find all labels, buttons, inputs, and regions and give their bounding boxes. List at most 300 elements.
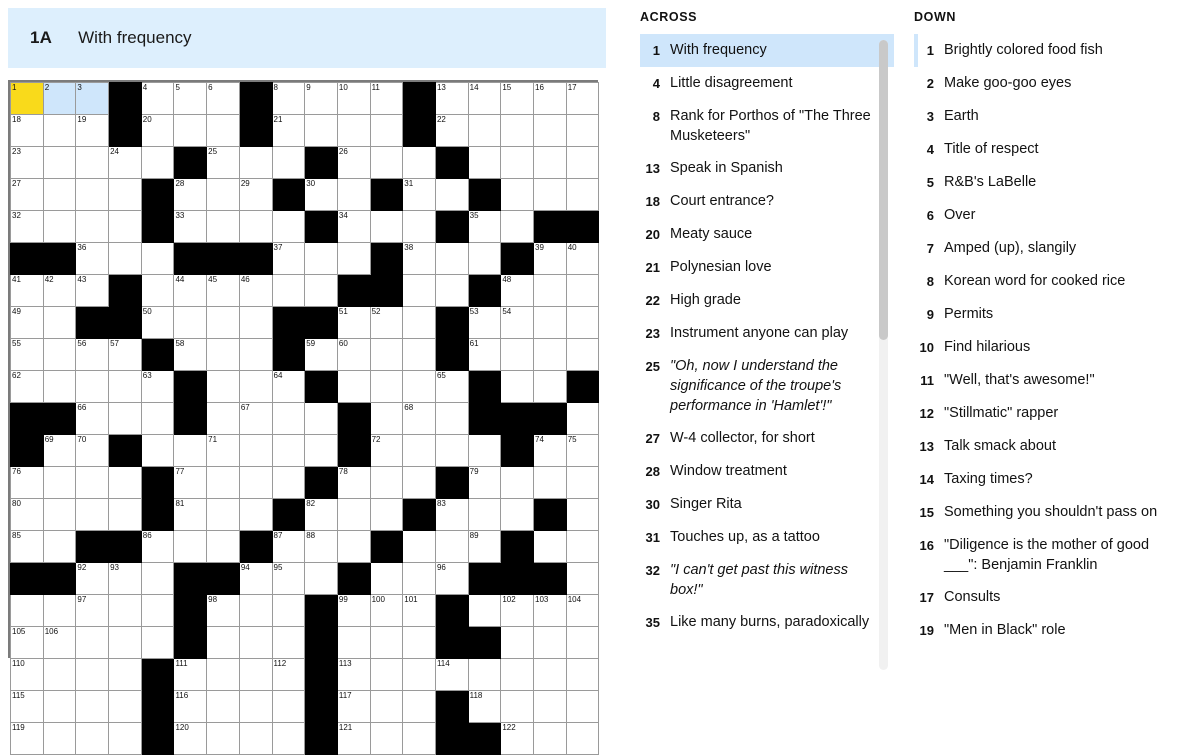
grid-cell[interactable] [501, 211, 534, 243]
grid-cell[interactable] [337, 307, 370, 339]
grid-cell[interactable] [337, 531, 370, 563]
grid-cell[interactable] [109, 595, 142, 627]
grid-cell[interactable] [76, 435, 109, 467]
grid-cell[interactable] [403, 275, 436, 307]
grid-cell[interactable] [501, 659, 534, 691]
grid-cell[interactable] [76, 147, 109, 179]
grid-cell[interactable] [109, 147, 142, 179]
grid-cell[interactable] [174, 531, 207, 563]
grid-cell[interactable] [11, 83, 44, 115]
grid-cell[interactable] [207, 115, 240, 147]
grid-cell[interactable] [76, 723, 109, 755]
grid-cell[interactable] [239, 435, 272, 467]
grid-cell[interactable] [239, 275, 272, 307]
down-clue-17[interactable] [914, 581, 1174, 614]
grid-cell[interactable] [534, 243, 567, 275]
grid-cell[interactable] [534, 467, 567, 499]
grid-cell[interactable] [534, 595, 567, 627]
across-clue-8[interactable] [640, 100, 894, 152]
grid-cell[interactable] [174, 499, 207, 531]
grid-cell[interactable] [174, 83, 207, 115]
grid-cell[interactable] [141, 115, 174, 147]
grid-cell[interactable] [370, 307, 403, 339]
grid-cell[interactable] [207, 403, 240, 435]
grid-cell[interactable] [435, 243, 468, 275]
grid-cell[interactable] [76, 627, 109, 659]
grid-cell[interactable] [76, 275, 109, 307]
down-clue-12[interactable] [914, 397, 1174, 430]
grid-cell[interactable] [174, 723, 207, 755]
grid-cell[interactable] [76, 115, 109, 147]
grid-cell[interactable] [43, 371, 76, 403]
down-clue-10[interactable] [914, 331, 1174, 364]
down-clue-13[interactable] [914, 430, 1174, 463]
grid-cell[interactable] [403, 243, 436, 275]
grid-cell[interactable] [109, 339, 142, 371]
grid-cell[interactable] [239, 499, 272, 531]
grid-cell[interactable] [272, 371, 305, 403]
grid-cell[interactable] [435, 275, 468, 307]
grid-cell[interactable] [305, 275, 338, 307]
grid-cell[interactable] [43, 691, 76, 723]
grid-cell[interactable] [403, 659, 436, 691]
grid-cell[interactable] [109, 627, 142, 659]
grid-cell[interactable] [76, 499, 109, 531]
across-clue-32[interactable] [640, 554, 894, 606]
grid-cell[interactable] [207, 627, 240, 659]
grid-cell[interactable] [468, 595, 501, 627]
grid-cell[interactable] [337, 371, 370, 403]
grid-cell[interactable] [109, 243, 142, 275]
grid-cell[interactable] [76, 339, 109, 371]
grid-cell[interactable] [566, 563, 599, 595]
grid-cell[interactable] [11, 659, 44, 691]
grid-cell[interactable] [534, 179, 567, 211]
grid-cell[interactable] [11, 723, 44, 755]
grid-cell[interactable] [207, 83, 240, 115]
grid-cell[interactable] [534, 531, 567, 563]
grid-cell[interactable] [76, 659, 109, 691]
grid-cell[interactable] [43, 467, 76, 499]
grid-cell[interactable] [337, 595, 370, 627]
grid-cell[interactable] [272, 627, 305, 659]
grid-cell[interactable] [272, 435, 305, 467]
grid-cell[interactable] [109, 659, 142, 691]
grid-cell[interactable] [370, 595, 403, 627]
grid-cell[interactable] [272, 659, 305, 691]
grid-cell[interactable] [468, 115, 501, 147]
grid-cell[interactable] [534, 83, 567, 115]
grid-cell[interactable] [239, 179, 272, 211]
grid-cell[interactable] [11, 339, 44, 371]
grid-cell[interactable] [337, 243, 370, 275]
grid-cell[interactable] [337, 147, 370, 179]
down-clue-list[interactable] [914, 34, 1174, 659]
grid-cell[interactable] [141, 627, 174, 659]
down-clue-14[interactable] [914, 463, 1174, 496]
grid-cell[interactable] [76, 371, 109, 403]
grid-cell[interactable] [370, 723, 403, 755]
grid-cell[interactable] [174, 115, 207, 147]
across-scrollbar[interactable] [879, 40, 888, 670]
down-clue-1[interactable] [914, 34, 1174, 67]
grid-cell[interactable] [11, 531, 44, 563]
grid-cell[interactable] [174, 435, 207, 467]
across-clue-20[interactable] [640, 218, 894, 251]
grid-cell[interactable] [403, 147, 436, 179]
across-clue-23[interactable] [640, 317, 894, 350]
grid-cell[interactable] [534, 371, 567, 403]
grid-cell[interactable] [534, 659, 567, 691]
across-clue-35[interactable] [640, 606, 894, 639]
crossword-grid[interactable] [8, 80, 598, 732]
grid-cell[interactable] [534, 115, 567, 147]
grid-cell[interactable] [109, 467, 142, 499]
grid-cell[interactable] [435, 403, 468, 435]
grid-cell[interactable] [566, 627, 599, 659]
grid-cell[interactable] [435, 531, 468, 563]
grid-cell[interactable] [566, 307, 599, 339]
grid-cell[interactable] [468, 307, 501, 339]
grid-cell[interactable] [207, 659, 240, 691]
grid-cell[interactable] [337, 211, 370, 243]
grid-cell[interactable] [501, 371, 534, 403]
grid-cell[interactable] [109, 211, 142, 243]
down-clue-4[interactable] [914, 133, 1174, 166]
across-clue-31[interactable] [640, 521, 894, 554]
across-clue-25[interactable] [640, 350, 894, 422]
grid-cell[interactable] [43, 435, 76, 467]
grid-cell[interactable] [141, 243, 174, 275]
grid-cell[interactable] [109, 723, 142, 755]
grid-cell[interactable] [468, 499, 501, 531]
grid-cell[interactable] [468, 147, 501, 179]
grid-cell[interactable] [141, 147, 174, 179]
across-clue-27[interactable] [640, 422, 894, 455]
grid-cell[interactable] [501, 339, 534, 371]
grid-cell[interactable] [370, 211, 403, 243]
grid-cell[interactable] [534, 435, 567, 467]
grid-cell[interactable] [207, 147, 240, 179]
grid-cell[interactable] [370, 627, 403, 659]
grid-cell[interactable] [566, 659, 599, 691]
grid-cell[interactable] [435, 371, 468, 403]
grid-cell[interactable] [207, 179, 240, 211]
grid-cell[interactable] [239, 371, 272, 403]
grid-cell[interactable] [468, 211, 501, 243]
grid-cell[interactable] [141, 403, 174, 435]
grid-cell[interactable] [305, 115, 338, 147]
grid-cell[interactable] [207, 339, 240, 371]
grid-cell[interactable] [272, 691, 305, 723]
grid-cell[interactable] [43, 499, 76, 531]
grid-cell[interactable] [305, 403, 338, 435]
grid-cell[interactable] [370, 691, 403, 723]
down-clue-7[interactable] [914, 232, 1174, 265]
grid-cell[interactable] [141, 83, 174, 115]
grid-cell[interactable] [43, 275, 76, 307]
grid-cell[interactable] [76, 595, 109, 627]
grid-cell[interactable] [370, 467, 403, 499]
grid-cell[interactable] [141, 275, 174, 307]
grid-cell[interactable] [403, 307, 436, 339]
grid-cell[interactable] [43, 339, 76, 371]
grid-cell[interactable] [337, 179, 370, 211]
grid-cell[interactable] [207, 595, 240, 627]
grid-cell[interactable] [566, 499, 599, 531]
grid-cell[interactable] [534, 627, 567, 659]
grid-cell[interactable] [43, 723, 76, 755]
grid-cell[interactable] [239, 307, 272, 339]
down-clue-3[interactable] [914, 100, 1174, 133]
grid-cell[interactable] [43, 307, 76, 339]
grid-cell[interactable] [109, 691, 142, 723]
grid-cell[interactable] [566, 435, 599, 467]
grid-cell[interactable] [272, 275, 305, 307]
grid-cell[interactable] [11, 179, 44, 211]
grid-cell[interactable] [337, 691, 370, 723]
grid-cell[interactable] [337, 499, 370, 531]
down-clue-5[interactable] [914, 166, 1174, 199]
grid-cell[interactable] [403, 563, 436, 595]
grid-cell[interactable] [239, 627, 272, 659]
grid-cell[interactable] [435, 435, 468, 467]
grid-cell[interactable] [174, 339, 207, 371]
grid-cell[interactable] [468, 531, 501, 563]
grid-cell[interactable] [11, 467, 44, 499]
grid-cell[interactable] [501, 147, 534, 179]
grid-cell[interactable] [174, 691, 207, 723]
grid-cell[interactable] [272, 115, 305, 147]
grid-cell[interactable] [141, 595, 174, 627]
grid-cell[interactable] [534, 307, 567, 339]
grid-cell[interactable] [566, 723, 599, 755]
grid-cell[interactable] [501, 83, 534, 115]
grid-cell[interactable] [207, 691, 240, 723]
grid-cell[interactable] [534, 691, 567, 723]
grid-cell[interactable] [11, 499, 44, 531]
grid-cell[interactable] [174, 211, 207, 243]
grid-cell[interactable] [239, 659, 272, 691]
down-clue-8[interactable] [914, 265, 1174, 298]
grid-cell[interactable] [468, 467, 501, 499]
grid-cell[interactable] [337, 723, 370, 755]
grid-cell[interactable] [337, 115, 370, 147]
grid-cell[interactable] [11, 595, 44, 627]
grid-cell[interactable] [370, 147, 403, 179]
across-clue-18[interactable] [640, 185, 894, 218]
grid-cell[interactable] [501, 627, 534, 659]
grid-cell[interactable] [207, 307, 240, 339]
grid-cell[interactable] [403, 435, 436, 467]
grid-cell[interactable] [239, 147, 272, 179]
grid-cell[interactable] [76, 691, 109, 723]
grid-cell[interactable] [11, 275, 44, 307]
grid-cell[interactable] [11, 371, 44, 403]
down-clue-9[interactable] [914, 298, 1174, 331]
grid-cell[interactable] [566, 243, 599, 275]
grid-cell[interactable] [566, 595, 599, 627]
grid-cell[interactable] [403, 723, 436, 755]
across-clue-22[interactable] [640, 284, 894, 317]
grid-cell[interactable] [566, 339, 599, 371]
grid-cell[interactable] [305, 499, 338, 531]
grid-cell[interactable] [141, 563, 174, 595]
grid-cell[interactable] [174, 307, 207, 339]
grid-cell[interactable] [174, 179, 207, 211]
grid-cell[interactable] [566, 115, 599, 147]
grid-cell[interactable] [403, 371, 436, 403]
grid-cell[interactable] [43, 595, 76, 627]
grid-cell[interactable] [468, 691, 501, 723]
grid-cell[interactable] [370, 435, 403, 467]
grid-cell[interactable] [370, 339, 403, 371]
grid-cell[interactable] [207, 499, 240, 531]
grid-cell[interactable] [109, 179, 142, 211]
grid-cell[interactable] [43, 83, 76, 115]
grid-cell[interactable] [43, 179, 76, 211]
down-clue-6[interactable] [914, 199, 1174, 232]
grid-cell[interactable] [141, 371, 174, 403]
grid-cell[interactable] [468, 435, 501, 467]
grid-cell[interactable] [207, 723, 240, 755]
grid-cell[interactable] [272, 723, 305, 755]
across-scrollbar-thumb[interactable] [879, 40, 888, 340]
grid-cell[interactable] [370, 403, 403, 435]
down-clue-11[interactable] [914, 364, 1174, 397]
grid-cell[interactable] [501, 275, 534, 307]
grid-cell[interactable] [370, 371, 403, 403]
across-clue-30[interactable] [640, 488, 894, 521]
grid-cell[interactable] [337, 467, 370, 499]
grid-cell[interactable] [337, 339, 370, 371]
grid-cell[interactable] [239, 403, 272, 435]
grid-cell[interactable] [76, 211, 109, 243]
down-clue-16[interactable] [914, 529, 1174, 581]
grid-cell[interactable] [43, 627, 76, 659]
grid-cell[interactable] [109, 563, 142, 595]
grid-cell[interactable] [468, 339, 501, 371]
grid-cell[interactable] [501, 179, 534, 211]
grid-cell[interactable] [207, 467, 240, 499]
grid-cell[interactable] [109, 403, 142, 435]
grid-cell[interactable] [468, 659, 501, 691]
grid-cell[interactable] [207, 435, 240, 467]
grid-cell[interactable] [435, 499, 468, 531]
grid-cell[interactable] [403, 339, 436, 371]
grid-cell[interactable] [566, 179, 599, 211]
down-clue-15[interactable] [914, 496, 1174, 529]
grid-cell[interactable] [76, 243, 109, 275]
current-clue-bar[interactable] [8, 8, 606, 68]
grid-cell[interactable] [435, 83, 468, 115]
grid-cell[interactable] [468, 83, 501, 115]
grid-cell[interactable] [174, 659, 207, 691]
grid-cell[interactable] [141, 531, 174, 563]
grid-cell[interactable] [566, 531, 599, 563]
grid-cell[interactable] [76, 563, 109, 595]
grid-cell[interactable] [239, 339, 272, 371]
grid-cell[interactable] [501, 723, 534, 755]
grid-cell[interactable] [272, 403, 305, 435]
grid-cell[interactable] [207, 531, 240, 563]
grid-cell[interactable] [76, 403, 109, 435]
grid-cell[interactable] [501, 595, 534, 627]
grid-cell[interactable] [239, 723, 272, 755]
grid-cell[interactable] [435, 115, 468, 147]
grid-cell[interactable] [11, 307, 44, 339]
grid-cell[interactable] [566, 83, 599, 115]
grid-cell[interactable] [272, 211, 305, 243]
grid-cell[interactable] [174, 467, 207, 499]
grid-cell[interactable] [534, 723, 567, 755]
grid-cell[interactable] [370, 563, 403, 595]
across-clue-28[interactable] [640, 455, 894, 488]
grid-cell[interactable] [76, 467, 109, 499]
grid-cell[interactable] [534, 275, 567, 307]
grid-cell[interactable] [566, 403, 599, 435]
grid-cell[interactable] [534, 339, 567, 371]
grid-cell[interactable] [141, 435, 174, 467]
grid-cell[interactable] [141, 307, 174, 339]
grid-cell[interactable] [501, 691, 534, 723]
grid-cell[interactable] [305, 435, 338, 467]
grid-cell[interactable] [76, 83, 109, 115]
grid-cell[interactable] [272, 83, 305, 115]
grid-cell[interactable] [11, 115, 44, 147]
grid-cell[interactable] [239, 211, 272, 243]
grid-cell[interactable] [109, 371, 142, 403]
grid-cell[interactable] [435, 179, 468, 211]
grid-cell[interactable] [239, 467, 272, 499]
grid-cell[interactable] [403, 403, 436, 435]
grid-cell[interactable] [239, 595, 272, 627]
grid-cell[interactable] [305, 179, 338, 211]
grid-cell[interactable] [501, 307, 534, 339]
grid-cell[interactable] [337, 659, 370, 691]
grid-cell[interactable] [272, 531, 305, 563]
grid-cell[interactable] [43, 147, 76, 179]
grid-cell[interactable] [305, 83, 338, 115]
grid-cell[interactable] [272, 243, 305, 275]
grid-cell[interactable] [403, 179, 436, 211]
grid-cell[interactable] [43, 211, 76, 243]
grid-cell[interactable] [207, 371, 240, 403]
grid-cell[interactable] [337, 627, 370, 659]
grid-cell[interactable] [337, 83, 370, 115]
grid-cell[interactable] [403, 467, 436, 499]
grid-cell[interactable] [501, 499, 534, 531]
grid-cell[interactable] [11, 147, 44, 179]
grid-cell[interactable] [370, 659, 403, 691]
across-clue-list[interactable] [640, 34, 894, 659]
grid-cell[interactable] [207, 211, 240, 243]
grid-cell[interactable] [534, 147, 567, 179]
grid-cell[interactable] [566, 147, 599, 179]
grid-cell[interactable] [305, 243, 338, 275]
grid-cell[interactable] [11, 211, 44, 243]
grid-cell[interactable] [370, 499, 403, 531]
grid-cell[interactable] [272, 595, 305, 627]
across-clue-4[interactable] [640, 67, 894, 100]
grid-cell[interactable] [501, 115, 534, 147]
grid-cell[interactable] [109, 499, 142, 531]
grid-cell[interactable] [11, 627, 44, 659]
grid-cell[interactable] [272, 147, 305, 179]
grid-cell[interactable] [403, 627, 436, 659]
grid-cell[interactable] [435, 563, 468, 595]
grid-cell[interactable] [566, 467, 599, 499]
